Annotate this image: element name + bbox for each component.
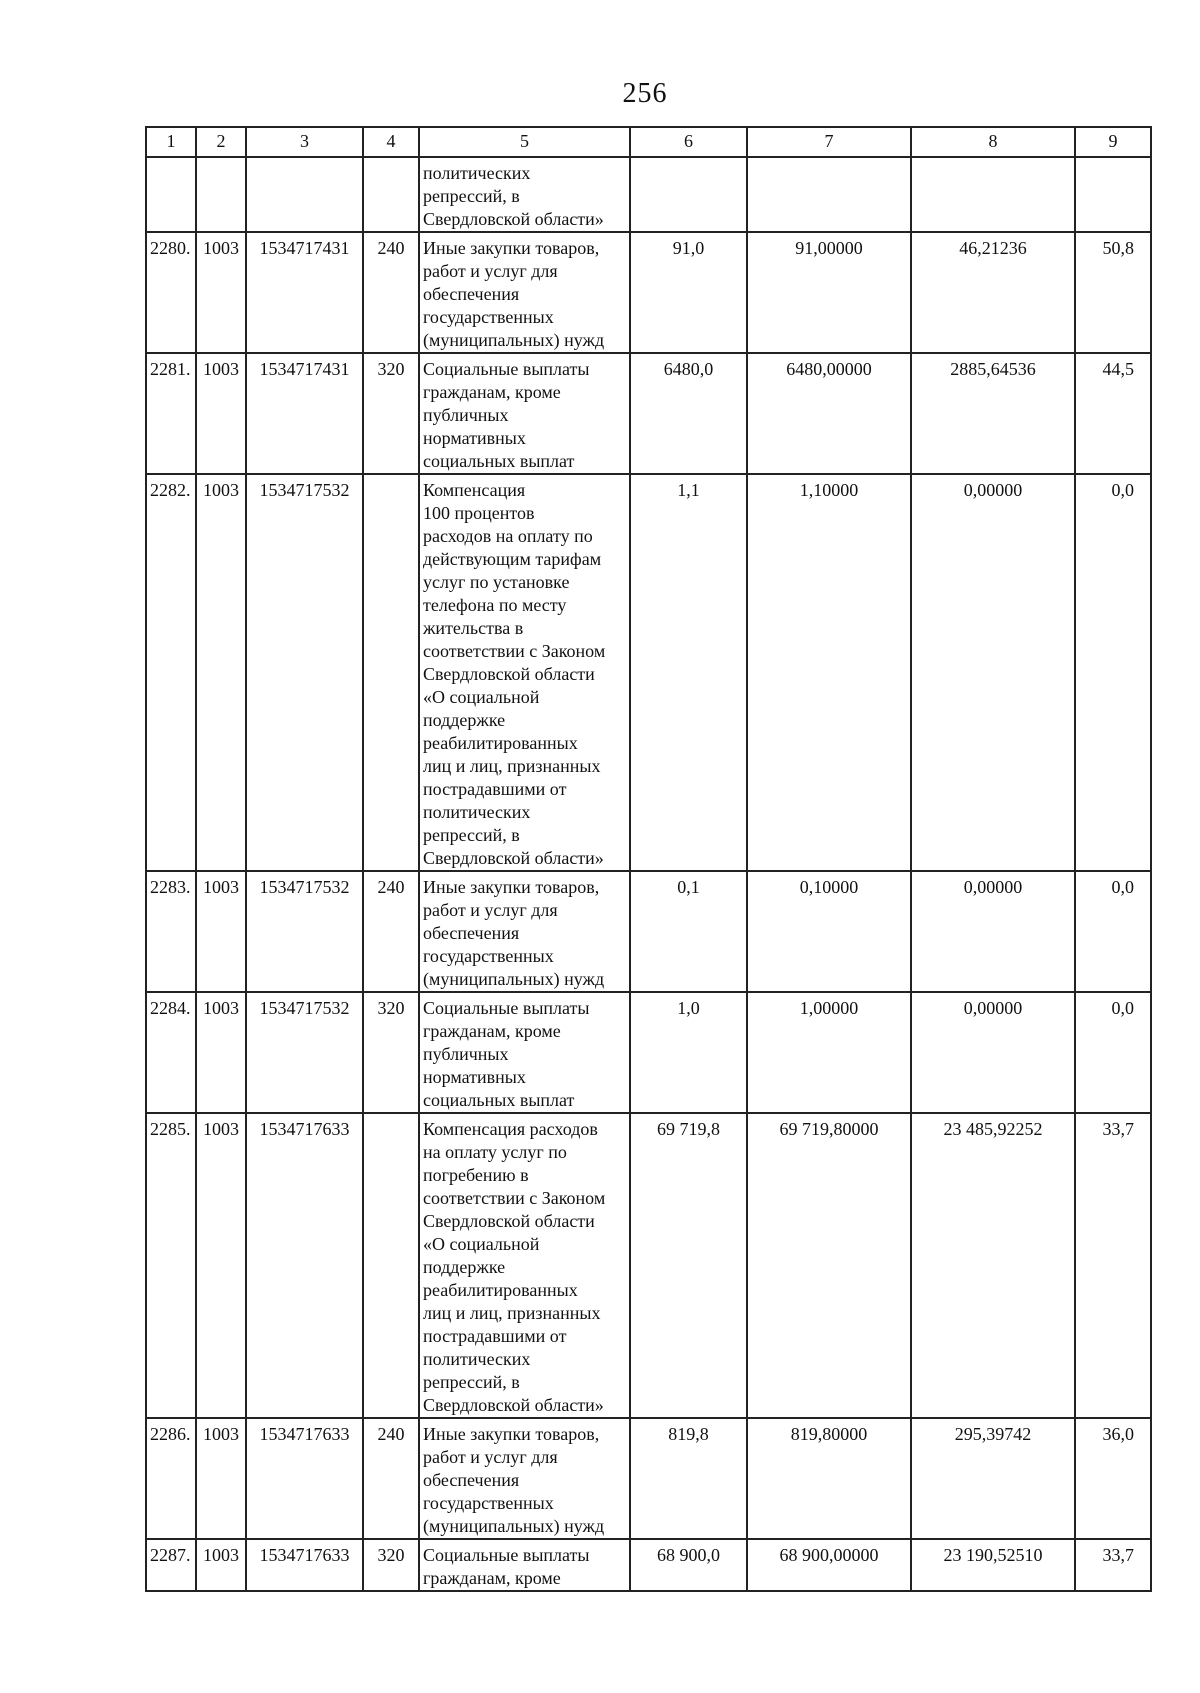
approved-cell: 91,00000 xyxy=(747,232,911,353)
expense-kind-cell: 320 xyxy=(363,1539,419,1591)
approved-cell: 68 900,00000 xyxy=(747,1539,911,1591)
expense-kind-cell: 240 xyxy=(363,871,419,992)
description-cell: Социальные выплаты гражданам, кроме публичных нормативных социальных выплат xyxy=(419,353,630,474)
percent-cell: 33,7 xyxy=(1075,1113,1151,1418)
table-row xyxy=(146,871,1151,992)
percent-cell: 36,0 xyxy=(1075,1418,1151,1539)
plan-cell: 819,8 xyxy=(630,1418,747,1539)
approved-cell xyxy=(747,157,911,232)
executed-cell: 23 485,92252 xyxy=(911,1113,1075,1418)
column-header-5: 5 xyxy=(419,127,630,157)
approved-cell: 6480,00000 xyxy=(747,353,911,474)
section-code-cell: 1003 xyxy=(196,1113,246,1418)
row-number-cell: 2282. xyxy=(146,474,196,871)
section-code-cell: 1003 xyxy=(196,992,246,1113)
description-cell: Иные закупки товаров, работ и услуг для обеспечения государственных (муниципальных) нужд xyxy=(419,232,630,353)
table-row xyxy=(146,157,1151,232)
table-body xyxy=(146,157,1151,1591)
row-number-cell xyxy=(146,157,196,232)
percent-cell: 0,0 xyxy=(1075,992,1151,1113)
section-code-cell: 1003 xyxy=(196,1539,246,1591)
target-code-cell xyxy=(246,157,363,232)
executed-cell xyxy=(911,157,1075,232)
plan-cell: 68 900,0 xyxy=(630,1539,747,1591)
row-number-cell: 2286. xyxy=(146,1418,196,1539)
target-code-cell: 1534717633 xyxy=(246,1539,363,1591)
column-header-6: 6 xyxy=(630,127,747,157)
target-code-cell: 1534717532 xyxy=(246,992,363,1113)
expense-kind-cell: 320 xyxy=(363,992,419,1113)
plan-cell xyxy=(630,157,747,232)
plan-cell: 1,1 xyxy=(630,474,747,871)
expense-kind-cell: 240 xyxy=(363,232,419,353)
budget-table xyxy=(145,126,1152,1592)
table-row xyxy=(146,1113,1151,1418)
column-header-2: 2 xyxy=(196,127,246,157)
header-row xyxy=(146,127,1151,157)
section-code-cell: 1003 xyxy=(196,1418,246,1539)
description-cell: Иные закупки товаров, работ и услуг для обеспечения государственных (муниципальных) нужд xyxy=(419,1418,630,1539)
percent-cell: 44,5 xyxy=(1075,353,1151,474)
target-code-cell: 1534717431 xyxy=(246,353,363,474)
expense-kind-cell xyxy=(363,1113,419,1418)
executed-cell: 46,21236 xyxy=(911,232,1075,353)
column-header-8: 8 xyxy=(911,127,1075,157)
column-header-1: 1 xyxy=(146,127,196,157)
target-code-cell: 1534717633 xyxy=(246,1418,363,1539)
executed-cell: 23 190,52510 xyxy=(911,1539,1075,1591)
row-number-cell: 2281. xyxy=(146,353,196,474)
row-number-cell: 2284. xyxy=(146,992,196,1113)
table-row xyxy=(146,1418,1151,1539)
target-code-cell: 1534717633 xyxy=(246,1113,363,1418)
table-header xyxy=(146,127,1151,157)
description-cell: политических репрессий, в Свердловской области» xyxy=(419,157,630,232)
expense-kind-cell xyxy=(363,474,419,871)
percent-cell xyxy=(1075,157,1151,232)
executed-cell: 0,00000 xyxy=(911,992,1075,1113)
approved-cell: 1,10000 xyxy=(747,474,911,871)
row-number-cell: 2287. xyxy=(146,1539,196,1591)
row-number-cell: 2285. xyxy=(146,1113,196,1418)
page-number: 256 xyxy=(622,78,668,109)
section-code-cell: 1003 xyxy=(196,474,246,871)
target-code-cell: 1534717532 xyxy=(246,474,363,871)
plan-cell: 0,1 xyxy=(630,871,747,992)
percent-cell: 50,8 xyxy=(1075,232,1151,353)
table-row xyxy=(146,992,1151,1113)
section-code-cell: 1003 xyxy=(196,871,246,992)
expense-kind-cell: 320 xyxy=(363,353,419,474)
executed-cell: 0,00000 xyxy=(911,871,1075,992)
expense-kind-cell: 240 xyxy=(363,1418,419,1539)
approved-cell: 1,00000 xyxy=(747,992,911,1113)
section-code-cell xyxy=(196,157,246,232)
plan-cell: 6480,0 xyxy=(630,353,747,474)
description-cell: Иные закупки товаров, работ и услуг для обеспечения государственных (муниципальных) нужд xyxy=(419,871,630,992)
table-row xyxy=(146,232,1151,353)
column-header-3: 3 xyxy=(246,127,363,157)
percent-cell: 0,0 xyxy=(1075,871,1151,992)
executed-cell: 0,00000 xyxy=(911,474,1075,871)
percent-cell: 33,7 xyxy=(1075,1539,1151,1591)
description-cell: Социальные выплаты гражданам, кроме публичных нормативных социальных выплат xyxy=(419,992,630,1113)
description-cell: Компенсация расходов на оплату услуг по погребению в соответствии с Законом Свердловской области «О социальной поддержке реабилитированных лиц и лиц, признанных пострадавшими от политических репрессий, в Свердловской области» xyxy=(419,1113,630,1418)
executed-cell: 2885,64536 xyxy=(911,353,1075,474)
plan-cell: 91,0 xyxy=(630,232,747,353)
target-code-cell: 1534717431 xyxy=(246,232,363,353)
executed-cell: 295,39742 xyxy=(911,1418,1075,1539)
plan-cell: 1,0 xyxy=(630,992,747,1113)
table-row xyxy=(146,474,1151,871)
approved-cell: 0,10000 xyxy=(747,871,911,992)
table-row xyxy=(146,353,1151,474)
description-cell: Социальные выплаты гражданам, кроме xyxy=(419,1539,630,1591)
expense-kind-cell xyxy=(363,157,419,232)
column-header-9: 9 xyxy=(1075,127,1151,157)
description-cell: Компенсация 100 процентов расходов на оплату по действующим тарифам услуг по установке телефона по месту жительства в соответствии с Законом Свердловской области «О социальной поддержке реабилитированных лиц и лиц, признанных пострадавшими от политических репрессий, в Свердловской области» xyxy=(419,474,630,871)
section-code-cell: 1003 xyxy=(196,232,246,353)
table-row xyxy=(146,1539,1151,1591)
row-number-cell: 2283. xyxy=(146,871,196,992)
row-number-cell: 2280. xyxy=(146,232,196,353)
plan-cell: 69 719,8 xyxy=(630,1113,747,1418)
percent-cell: 0,0 xyxy=(1075,474,1151,871)
column-header-4: 4 xyxy=(363,127,419,157)
column-header-7: 7 xyxy=(747,127,911,157)
target-code-cell: 1534717532 xyxy=(246,871,363,992)
section-code-cell: 1003 xyxy=(196,353,246,474)
approved-cell: 69 719,80000 xyxy=(747,1113,911,1418)
approved-cell: 819,80000 xyxy=(747,1418,911,1539)
